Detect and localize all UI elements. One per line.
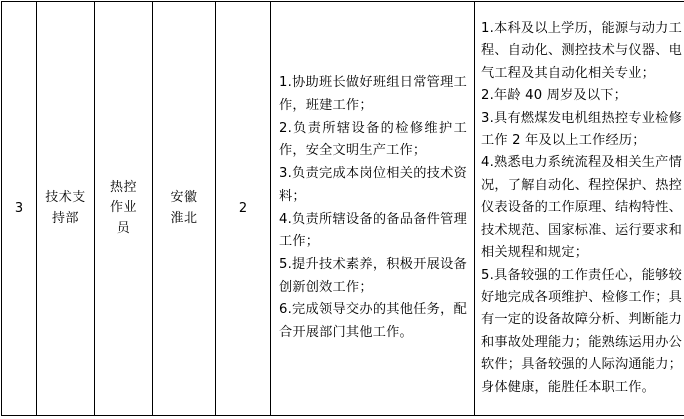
- requirement-item: 2.年龄 40 周岁及以下；: [481, 88, 628, 104]
- cell-department: [37, 2, 95, 416]
- location-value: [153, 188, 215, 228]
- cell-requirements: [475, 2, 684, 416]
- job-posting-table: [1, 1, 684, 416]
- department-line-1: 技术支: [45, 190, 86, 206]
- position-line-3: 员: [116, 220, 131, 236]
- cell-location: [153, 2, 216, 416]
- duty-item: 2.负责所辖设备的检修维护工作，安全文明生产工作；: [279, 120, 467, 159]
- requirement-item: 1.本科及以上学历，能源与动力工程、自动化、测控技术与仪器、电气工程及其自动化相关专业；: [481, 20, 682, 81]
- requirement-item: 4.熟悉电力系统流程及相关生产情况，了解自动化、程控保护、热控仪表设备的工作原理、结构特性、技术规范、国家标准、运行要求和相关规程和规定；: [481, 155, 682, 261]
- location-line-1: 安徽: [170, 190, 198, 206]
- requirement-item: 5.具备较强的工作责任心，能够较好地完成各项维护、检修工作；具有一定的设备故障分析、判断能力和事故处理能力；能熟练运用办公软件；具备较强的人际沟通能力；身体健康，能胜任本职工作。: [481, 267, 682, 395]
- department-value: [37, 188, 94, 228]
- location-line-2: 淮北: [170, 210, 198, 226]
- duty-item: 1.协助班长做好班组日常管理工作，班建工作；: [279, 75, 467, 113]
- position-line-1: 热控: [109, 180, 137, 196]
- cell-headcount: [216, 2, 271, 416]
- position-value: [95, 178, 152, 238]
- duty-item: 4.负责所辖设备的备品备件管理工作；: [279, 211, 467, 250]
- requirements-list: [475, 15, 684, 402]
- position-line-2: 作业: [109, 200, 137, 216]
- headcount-value: 2: [238, 201, 248, 216]
- duty-item: 6.完成领导交办的其他任务，配合开展部门其他工作。: [279, 302, 467, 341]
- duty-item: 3.负责完成本岗位相关的技术资料；: [279, 166, 467, 204]
- department-line-2: 持部: [51, 210, 79, 226]
- cell-position: [95, 2, 153, 416]
- duty-item: 5.提升技术素养，积极开展设备创新创效工作；: [279, 256, 467, 295]
- cell-row-index: [2, 2, 37, 416]
- cell-duties: [271, 2, 475, 416]
- duties-list: [271, 66, 474, 350]
- table-row: [2, 2, 684, 416]
- requirement-item: 3.具有燃煤发电机组热控专业检修工作 2 年及以上工作经历；: [481, 110, 682, 148]
- row-index-value: 3: [14, 201, 24, 216]
